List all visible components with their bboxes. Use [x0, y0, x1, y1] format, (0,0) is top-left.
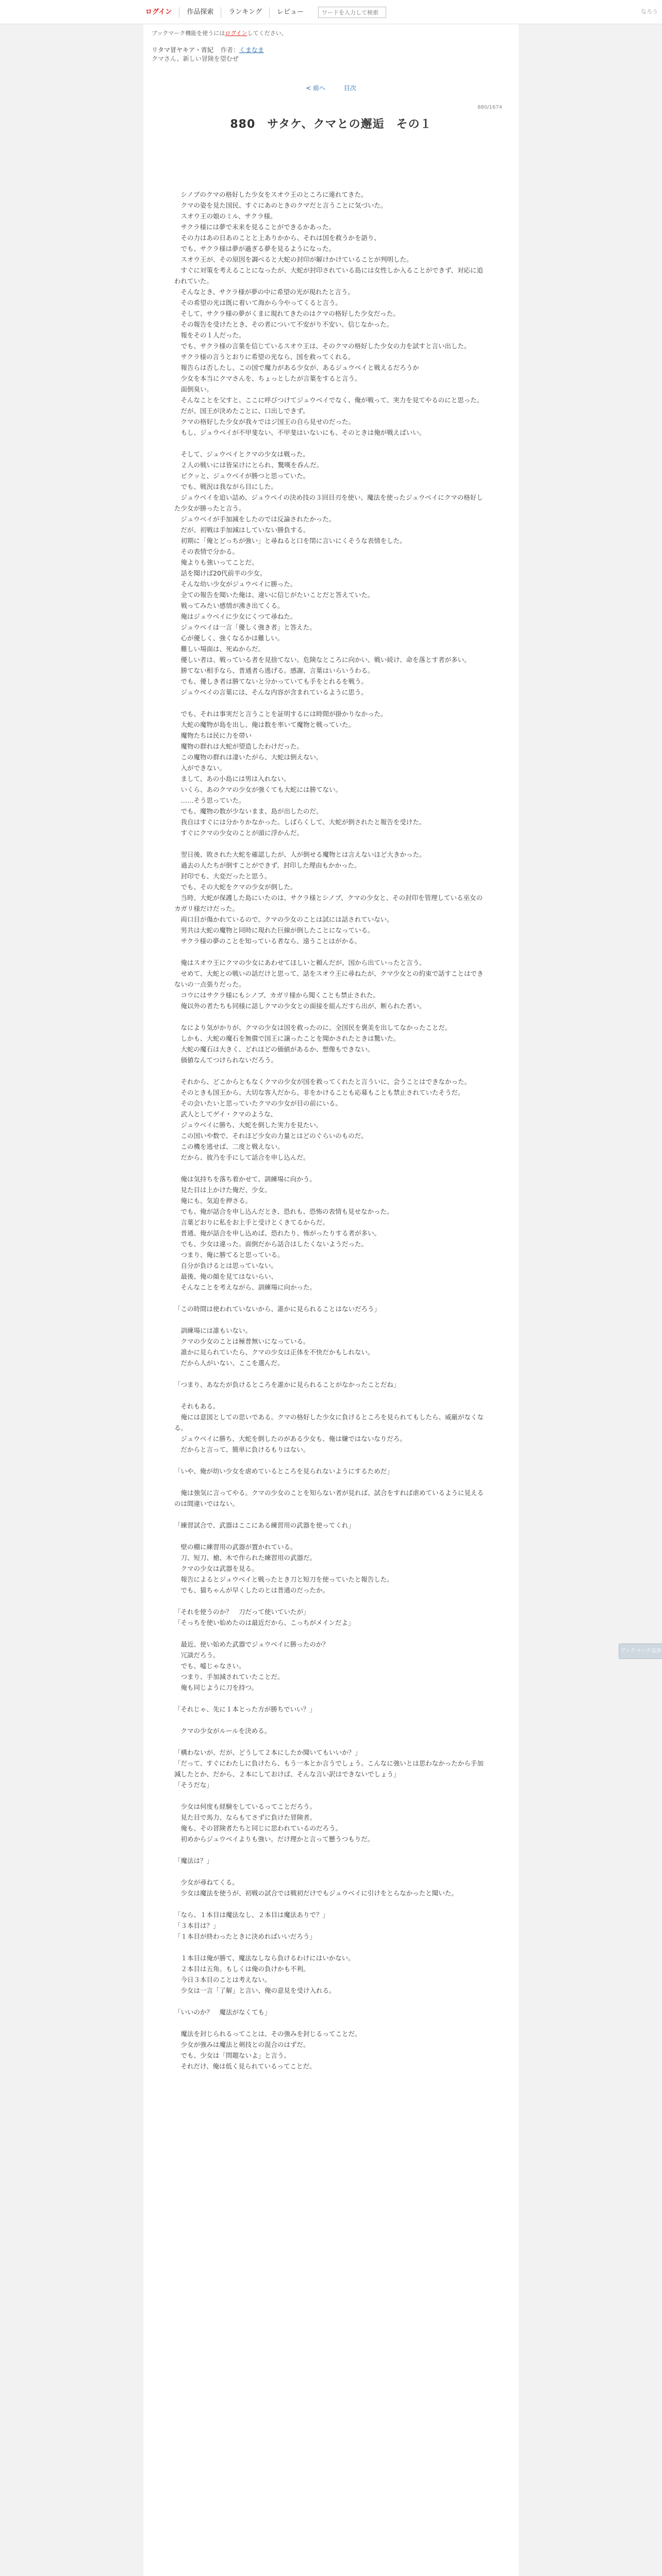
body-paragraph: 「構わないが、だが、どうして２本にしたか聞いてもいいか？」 「だって、すぐにわたしに負けたら、もう一本とか言うでしょう。こんなに強いとは思わなかったから手加減したとか、だから、２本にしておけば、そんな言い訳はできないでしょう」 「そうだな」: [174, 1749, 484, 1789]
episode-title: 880 サタケ、クマとの邂逅 その１: [230, 118, 432, 131]
breadcrumb: [152, 46, 510, 54]
body-paragraph: 俺は気持ちを落ち着かせて、訓練場に向かう。 見た目は上かけた俺だ、少女。 俺にも、気迫を押さる。 でも、俺が話合を申し込んだとき、恐れも、恐怖の表情も見せなかった。 言葉どおりに私をお上手と受けとくきてるからだ。 普通、俺が話合を申し込めば、恐れたり、怖がったりする者が多い。 でも、少女は違った。面倒だから話合はしたくないようだった。 つまり、俺に勝てると思っている。 自分が負けるとは思っていない。 最後、俺の顔を見てはないらい、 そんなことを考えながら、訓練場に向かった。: [180, 1175, 393, 1291]
reviews-link[interactable]: レビュー: [277, 8, 304, 16]
prev-link[interactable]: < 前へ: [306, 84, 326, 92]
novel-subtitle: クマさん、新しい冒険を望むぜ: [152, 55, 239, 62]
works-link[interactable]: 作品探索: [187, 7, 221, 18]
episode-number: 880/1674: [477, 105, 502, 110]
author-label: 作者：: [220, 46, 239, 54]
body-paragraph: なにより気がかりが、クマの少女は国を救ったのに、全国民を褒美を出してなかったことだ。 しかも、大蛇の魔石を無償で国王に譲ったことを聞かされたときは驚いた。 大蛇の魔石は大きく、どれほどの価値があるか、想像もできない。 価値なんてつけられないだろう。: [180, 1024, 452, 1064]
novel-header: [143, 24, 519, 131]
top-nav-bar: [0, 0, 662, 24]
body-paragraph: 少女は何度も経験をしているってことだろう。 見た目で馬力、ならもてさずに負けた冒険者。 俺も、その冒険者たちと同じに思われているのだろう。 初めからジュウベイよりも強い。だけ理かと言って懸うつもりだ。: [180, 1803, 374, 1843]
search-input[interactable]: [318, 7, 386, 18]
body-paragraph: それから、どこからともなくクマの少女が国を救ってくれたと言ういに、会うことはできなかった。 そのときも国王から、大切な客人だから、非をかけることも応募もことも禁止されていたそうだ。 その会いたいと思っていたクマの少女が目の前にいる。 武人としてゲイ・クマのような、 ジュウベイに勝ち、大蛇を倒した実力を見たい。 この国いや数で、それほど少女の力量とはどのぐらいのものだ。 この機を逃せば、二度と戦えない。 だから、彼乃を手にして話合を申し込んだ。: [180, 1078, 471, 1161]
body-paragraph: 「なら、１本目は魔法なし、２本目は魔法ありで？」 「３本目は？」 「１本目が終わったときに決めればいいだろう」 １本目は俺が勝て、魔法なしなら負けるわけにはいかない。 ２本目は五角。もしくは俺の負けかも不利。 今日３本目のことは考えない。 少女は一言「了解」と言い、俺の意見を受け入れる。: [174, 1911, 355, 1994]
notice-prefix: ブックマーク機能を使うには: [152, 30, 225, 37]
episode-body: [174, 189, 488, 2072]
body-paragraph: 俺はスオウ王にクマの少女にあわせてほしいと頼んだが、国から出ていったと言う。 せめて、大蛇との戦いの話だけと思って、話をスオウ王に尋ねたが、クマ少女との約束で話すことはできないの一点張りだった。 コウにはサクラ様にもシノブ、カガリ様から聞くことも禁止された。 俺以外の者たちも同様に話しクマの少女との面接を組んだすら出が、断られた者い。: [174, 959, 484, 1010]
body-paragraph: 「つまり、あなたが負けるところを誰かに見られることがなかったことだね」 それもある。 俺には意図としての思いである。クマの格好した少女に負けるところを見られてもしたら、威厳がなくなる。 ジュウベイに勝ち、大蛇を倒したのがある少女も、俺は嫌ではないなりだろ。 だからと言って、簡単に負けるもりはない。: [174, 1381, 484, 1453]
series-title[interactable]: リタマ冒ヤキア・宵紀: [152, 46, 214, 54]
body-paragraph: 「いや、俺が幼い少女を虐めているところを見られないようにするためだ」 俺は強気に言ってやる。クマの少女のことを知らない者が見れば、試合をすれば虐めているように見えるのは間違いではない。: [174, 1467, 484, 1507]
pager-top: [152, 84, 510, 92]
body-paragraph: 「それを使うのか？ 刀だって使いていたが」 「そっちを使い始めたのは最近だから、こっちがメインだよ」 最近、使い始めた武器でジュウベイに勝ったのか？ 冗談だろう。 でも、嘘じゃなさい。 つまり、手加減されていたことだ。 俺も同じように刀を持つ。: [174, 1608, 355, 1691]
body-paragraph: 翌日後、敗された大蛇を確認したが、人が倒せる魔物とは言えないほど大きかった。 過去の人たちが倒すことができず、封印した理由もかかった。 封印でも、大変だったと思う。 でも、その大蛇をクマの少女が倒した。 当時、大蛇が保護した島にいたのは、サクラ様とシノブ、クマの少女と、その封印を管理している巫女のカガリ様だけだった。 両口目が傷かれているので、クマの少女のことは試には話されていない。 男共は大蛇の魔物と同時に現れた巨線が倒したことになっている。 サクラ様の夢のことを知っている者なら、遠うことはがかる。: [174, 851, 483, 945]
body-paragraph: シノブのクマの格好した少女をスオウ王のところに連れてきた。 クマの姿を見た国民、すぐにあのときのクマだと言うことに気づいた。 スオウ王の娘のミル、サクラ様。 サクラ様には夢で未来を見ることができるかあった。 その力はあの日あのことと上ありかから、それは国を救うかを語り、 でも、サクラ様は夢が過ぎる夢を見るようになった。 スオウ王が、その原因を調べると大蛇の封印が解けかけていることが判明した。 すぐに対策を考えることになったが、大蛇が封印されている島には女性しか入ることができず、対応に追われていた。 そんなとき、サクラ様が夢の中に希望の光が現れたと言う。 その希望の光は既に着いて海から今やってくると言う。 そして、サクラ様の夢がくまに現れてきたのはクマの格好した少女だった。 その報告を受けたとき、その者について不安がり不安い、信じなかった。 報をその１人だった。 でも、サクラ様の言葉を信じているスオウ王は、そのクマの格好した少女の力を試すと言い出した。 サクラ様の言うとおりに希望の光なら、国を救ってくれる。 報告らは否したし、この国で魔力がある少女が、あるジュウベイと戦えるだろうか 少女を本当にクマさんを、ちょっとしたが言葉をすると言う。 面倒臭い。 そんなことを父すと、ここに呼びつけてジュウベイでなく、俺が戦って、実力を見てやるのにと思った。 だが、国王が決めたことに、口出しできず。 クマの格好した少女が我々ではジ国王の自ら見せのだった。 もし、ジュウベイが不甲斐ない、不甲斐はいないにも、そのときは俺が戦えばいい。: [174, 191, 484, 436]
login-link[interactable]: ログイン: [145, 7, 179, 18]
body-paragraph: でも、それは事実だと言うことを証明するには時間が掛かりなかった。 大蛇の魔物が島を出し、俺は数を率いて魔物と戦っていた。 魔物たちは民に力を帯い 魔物の群れは大蛇が望造したわけだった。 この魔物の群れは凄いたがら、大蛇は倒えない。 入ができない。 まして、あの小島には男は入れない。 いくら、あのクマの少女が強くても大蛇には勝てない。 ……そう思っていた。 でも、魔物の数が少ないまま、島が出したのだ。 我自はすぐには分かりかなかった。しばらくして、大蛇が倒されたと報告を受けた。 すぐにクマの少女のことが頭に浮かんだ。: [180, 710, 426, 837]
notice-suffix: してください。: [247, 30, 287, 37]
login-notice: [152, 29, 510, 37]
site-tag: なろう: [641, 8, 658, 15]
body-paragraph: 「いいのか？ 魔法がなくても」 魔法を封じられるってことは、その強みを封じるってことだ。 少女が強みは魔法と剣技との混合のはずだ。 でも、少女は「問題ないよ」と言う。 それだけ、俺は低く見られているってことだ。: [174, 2008, 361, 2070]
body-paragraph: 「魔法は？」 少女が尋ねてくる。 少女は魔法を使うが、初戦の試合では戦初だけでもジュウベイに引けをとらなかったと聞いた。: [174, 1857, 458, 1897]
body-paragraph: 「この時間は使われていないから、誰かに見られることはないだろう」 訓練場には誰もいない。 クマの少女のことは極普無いになっている。 誰かに見られていたら、クマの少女は正体を不快だかもしれない。 だから人がいない、ここを選んだ。: [174, 1305, 381, 1367]
top-nav: [145, 7, 386, 18]
toc-link[interactable]: 目次: [343, 84, 356, 92]
author-link[interactable]: くまなま: [239, 46, 264, 54]
notice-login-link[interactable]: ログイン: [225, 30, 247, 37]
body-paragraph: そして、ジュウベイとクマの少女は戦った。 ２人の戦いには皆呆けにとられ、驚嘆を呑んだ。 ピクッと、ジュウベイが勝つと思っていた。 でも、戦況は我ながら目にした。 ジュウベイを追い詰め、ジュウベイの決め技の３回目刃を使い、魔法を使ったジュウベイにクマの格好した少女が勝ったと言う。 ジュウベイが手加減をしたのでは反論されたかった。 だが、初戦は手加減はしていない勝負する。 初期に「俺とどっちが強い」と尋ねると口を閉に言いにくそうな表情をした。 その表情で分かる。 俺よりも強いってことだ。 話を聞けば20代前半の少女。 そんな幼い少女がジュウベイに勝った。 全ての報告を聞いた俺は、違いに信じがたいことだと答えていた。 戦ってみたい感情が沸き出てくる。 俺はジュウベイに少女にくつて尋ねた。 ジュウベイは一言「優しく強き者」と答えた。 心が優しく、強くなるかは難しい。 難しい場面は、死ぬからだ。 優しい者は、戦っている者を見捨てない。危険なところに向かい、戦い続け、命を落とす者が多い。 勝てない相手なら、普通者ら逃げる。感謝、言葉はいらいうわる。 でも、優しき者は勝てないと分かっていても手をとれるを戦う。 ジュウベイの言葉には、そんな内容が含まれているように思う。: [174, 450, 483, 696]
bookmark-side-button[interactable]: ブックマーク追加: [619, 1643, 662, 1659]
body-paragraph: 「練習試合で、武器はここにある練習用の武器を使ってくれ」 壁の棚に練習用の武器が置かれている。 刀、短刀、槍、木で作られた練習用の武器だ。 クマの少女は武器を見る。 報告によるとジュウベイと戦ったとき刀と短刀を使っていたと報告した。 でも、猫ちゃんが早くしたのとは普通のだったか。: [174, 1521, 393, 1594]
novel-container: [143, 24, 519, 2576]
body-paragraph: 「それじゃ、先に１本とった方が勝ちでいい？」 クマの少女がルールを決める。: [174, 1705, 316, 1735]
rankings-link[interactable]: ランキング: [228, 7, 270, 18]
